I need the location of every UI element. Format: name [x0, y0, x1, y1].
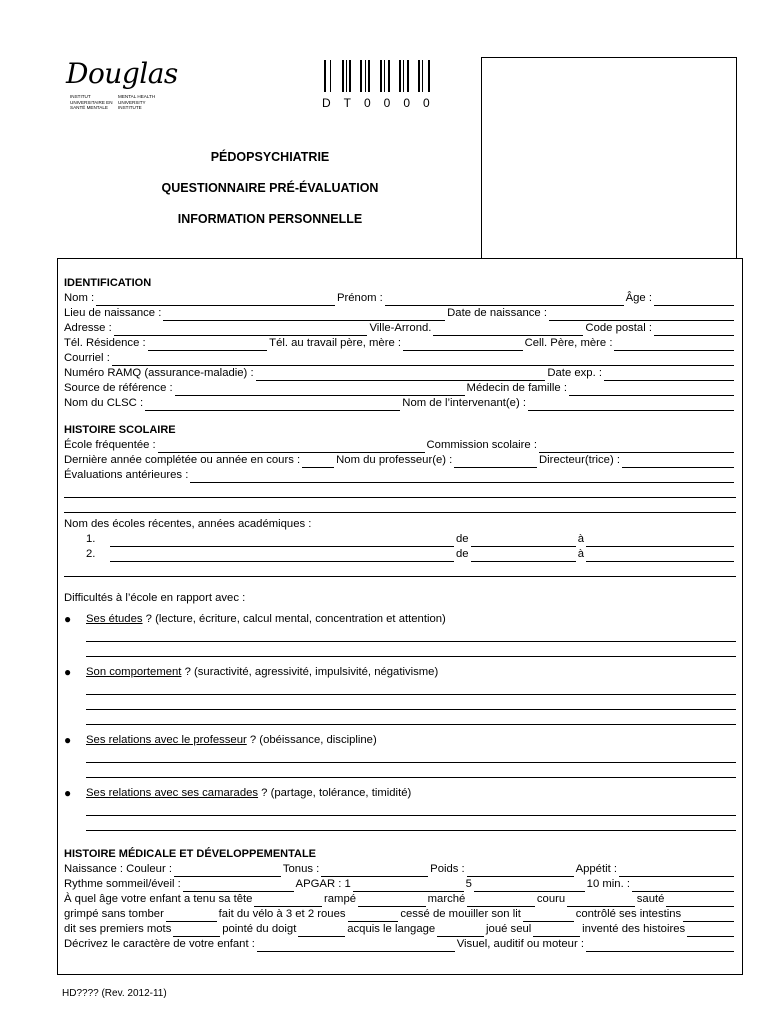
label-rampe: rampé — [324, 893, 357, 905]
field-etudes-1[interactable] — [86, 627, 736, 642]
field-age[interactable] — [654, 295, 734, 306]
field-professeur-1[interactable] — [86, 748, 736, 763]
field-apgar-1[interactable] — [353, 881, 464, 892]
bullet-professeur — [64, 733, 736, 748]
field-date-naissance[interactable] — [549, 310, 734, 321]
field-date-exp[interactable] — [604, 370, 734, 381]
logo-subtitle-en: MENTAL HEALTH UNIVERSITY INSTITUTE — [118, 94, 156, 111]
label-ramq: Numéro RAMQ (assurance-maladie) : — [64, 367, 254, 379]
label-code-postal: Code postal : — [585, 322, 652, 334]
label-langage: acquis le langage — [347, 923, 436, 935]
bullet-icon: ● — [64, 612, 72, 626]
label-pointe-doigt: pointé du doigt — [222, 923, 297, 935]
label-joue-seul: joué seul — [486, 923, 532, 935]
label-evaluations: Évaluations antérieures : — [64, 469, 189, 481]
bullet-comportement — [64, 665, 736, 680]
field-nom[interactable] — [96, 295, 335, 306]
field-tel-travail[interactable] — [403, 340, 523, 351]
field-derniere-annee[interactable] — [302, 457, 334, 468]
field-marche[interactable] — [467, 896, 535, 907]
field-comportement-2[interactable] — [86, 695, 736, 710]
field-commission[interactable] — [539, 442, 734, 453]
field-rampe[interactable] — [358, 896, 426, 907]
bullet-camarades — [64, 786, 736, 801]
footer-revision: HD???? (Rev. 2012-11) — [62, 988, 167, 999]
field-tel-residence[interactable] — [148, 340, 268, 351]
label-apgar-10: 10 min. : — [586, 878, 630, 890]
label-ville: Ville-Arrond. — [369, 322, 432, 334]
field-evaluations-line-2[interactable] — [64, 483, 736, 498]
field-camarades-1[interactable] — [86, 801, 736, 816]
field-prenom[interactable] — [385, 295, 624, 306]
label-source: Source de référence : — [64, 382, 173, 394]
label-ecoles-recentes: Nom des écoles récentes, années académiques : — [64, 518, 312, 530]
field-visuel[interactable] — [586, 941, 734, 952]
label-adresse: Adresse : — [64, 322, 112, 334]
douglas-logo — [66, 57, 178, 120]
label-commission: Commission scolaire : — [426, 439, 537, 451]
barcode-icon — [322, 60, 434, 92]
label-histoires: inventé des histoires — [582, 923, 686, 935]
field-professeur[interactable] — [454, 457, 537, 468]
label-relations-camarades-detail: ? (partage, tolérance, timidité) — [258, 787, 412, 799]
logo-subtitle-fr: INSTITUT UNIVERSITAIRE EN SANTÉ MENTALE — [70, 94, 113, 111]
title-pedopsychiatrie: PÉDOPSYCHIATRIE — [210, 150, 330, 164]
label-comportement-detail: ? (suractivité, agressivité, impulsivité, négativisme) — [181, 666, 439, 678]
label-ecole: École fréquentée : — [64, 439, 156, 451]
label-comportement: Son comportement — [86, 666, 182, 678]
field-poids[interactable] — [467, 866, 574, 877]
field-adresse[interactable] — [114, 325, 368, 336]
label-nom: Nom : — [64, 292, 95, 304]
field-evaluations[interactable] — [190, 472, 734, 483]
field-de-1[interactable] — [471, 536, 576, 547]
label-marche: marché — [427, 893, 466, 905]
label-premiers-mots: dit ses premiers mots — [64, 923, 172, 935]
field-velo[interactable] — [348, 911, 399, 922]
label-difficultes: Difficultés à l’école en rapport avec : — [64, 592, 246, 604]
label-saute: sauté — [636, 893, 665, 905]
label-a-1: à — [577, 533, 584, 545]
label-relations-professeur-detail: ? (obéissance, discipline) — [246, 734, 377, 746]
field-a-2[interactable] — [586, 551, 734, 562]
label-ecole-2: 2. — [86, 548, 96, 560]
field-intestins[interactable] — [683, 911, 734, 922]
field-ecole[interactable] — [158, 442, 425, 453]
label-derniere-annee: Dernière année complétée ou année en cours : — [64, 454, 301, 466]
label-couru: couru — [536, 893, 566, 905]
label-tel-residence: Tél. Résidence : — [64, 337, 146, 349]
field-professeur-2[interactable] — [86, 763, 736, 778]
field-de-2[interactable] — [471, 551, 576, 562]
label-directeur: Directeur(trice) : — [539, 454, 620, 466]
field-caractere[interactable] — [257, 941, 455, 952]
label-mouiller: cessé de mouiller son lit — [400, 908, 521, 920]
label-date-naissance: Date de naissance : — [447, 307, 547, 319]
field-cell[interactable] — [614, 340, 734, 351]
label-ecole-1: 1. — [86, 533, 96, 545]
field-medecin[interactable] — [569, 385, 734, 396]
field-source[interactable] — [175, 385, 465, 396]
document-code: DT0000 — [322, 96, 443, 110]
field-tete[interactable] — [254, 896, 322, 907]
label-poids: Poids : — [430, 863, 465, 875]
label-age: Âge : — [625, 292, 652, 304]
field-comportement-3[interactable] — [86, 710, 736, 725]
field-pointe-doigt[interactable] — [298, 926, 345, 937]
label-a-2: à — [577, 548, 584, 560]
field-ville[interactable] — [433, 325, 583, 336]
field-lieu[interactable] — [163, 310, 445, 321]
field-langage[interactable] — [437, 926, 484, 937]
label-relations-camarades: Ses relations avec ses camarades — [86, 787, 259, 799]
field-rythme[interactable] — [183, 881, 294, 892]
field-apgar-10[interactable] — [632, 881, 734, 892]
field-evaluations-line-3[interactable] — [64, 498, 736, 513]
field-tonus[interactable] — [321, 866, 428, 877]
title-information: INFORMATION PERSONNELLE — [177, 212, 363, 226]
label-age-tete: À quel âge votre enfant a tenu sa tête — [64, 893, 253, 905]
section-histoire-medicale: HISTOIRE MÉDICALE ET DÉVELOPPEMENTALE — [64, 848, 317, 860]
label-couleur: Naissance : Couleur : — [64, 863, 172, 875]
title-questionnaire: QUESTIONNAIRE PRÉ-ÉVALUATION — [161, 181, 379, 195]
label-prenom: Prénom : — [336, 292, 383, 304]
label-intestins: contrôlé ses intestins — [575, 908, 682, 920]
field-directeur[interactable] — [622, 457, 734, 468]
label-rythme: Rythme sommeil/éveil : — [64, 878, 181, 890]
label-intervenant: Nom de l’intervenant(e) : — [402, 397, 526, 409]
label-caractere: Décrivez le caractère de votre enfant : — [64, 938, 255, 950]
bullet-icon: ● — [64, 786, 72, 800]
field-ramq[interactable] — [256, 370, 546, 381]
field-comportement-1[interactable] — [86, 680, 736, 695]
label-visuel: Visuel, auditif ou moteur : — [456, 938, 584, 950]
field-premiers-mots[interactable] — [173, 926, 220, 937]
label-professeur: Nom du professeur(e) : — [336, 454, 453, 466]
bullet-etudes — [64, 612, 736, 627]
section-identification: IDENTIFICATION — [64, 277, 152, 289]
label-lieu: Lieu de naissance : — [64, 307, 162, 319]
field-joue-seul[interactable] — [533, 926, 580, 937]
label-apgar-5: 5 — [465, 878, 472, 890]
section-histoire-scolaire: HISTOIRE SCOLAIRE — [64, 424, 176, 436]
form-content — [64, 276, 736, 952]
field-histoires[interactable] — [687, 926, 734, 937]
field-apgar-5[interactable] — [474, 881, 585, 892]
field-ecole-2[interactable] — [110, 551, 454, 562]
label-cell: Cell. Père, mère : — [524, 337, 613, 349]
field-courriel[interactable] — [112, 355, 734, 366]
bullet-icon: ● — [64, 733, 72, 747]
field-intervenant[interactable] — [528, 400, 734, 411]
label-date-exp: Date exp. : — [547, 367, 602, 379]
label-apgar-1: APGAR : 1 — [295, 878, 351, 890]
field-etudes-2[interactable] — [86, 642, 736, 657]
label-tel-travail: Tél. au travail père, mère : — [269, 337, 402, 349]
field-ecoles-line-3[interactable] — [64, 562, 736, 577]
label-courriel: Courriel : — [64, 352, 110, 364]
label-appetit: Appétit : — [575, 863, 618, 875]
field-appetit[interactable] — [619, 866, 734, 877]
field-camarades-2[interactable] — [86, 816, 736, 831]
field-code-postal[interactable] — [654, 325, 734, 336]
label-velo: fait du vélo à 3 et 2 roues — [218, 908, 346, 920]
label-relations-professeur: Ses relations avec le professeur — [86, 734, 247, 746]
label-medecin: Médecin de famille : — [466, 382, 567, 394]
label-grimpe: grimpé sans tomber — [64, 908, 164, 920]
field-ecole-1[interactable] — [110, 536, 454, 547]
field-mouiller[interactable] — [523, 911, 574, 922]
label-etudes: Ses études — [86, 613, 143, 625]
label-etudes-detail: ? (lecture, écriture, calcul mental, concentration et attention) — [142, 613, 446, 625]
field-saute[interactable] — [666, 896, 734, 907]
field-a-1[interactable] — [586, 536, 734, 547]
label-de-2: de — [456, 548, 469, 560]
field-clsc[interactable] — [145, 400, 400, 411]
field-couru[interactable] — [567, 896, 635, 907]
logo-wordmark: Douglas — [66, 57, 178, 90]
field-couleur[interactable] — [174, 866, 281, 877]
label-clsc: Nom du CLSC : — [64, 397, 144, 409]
label-de-1: de — [456, 533, 469, 545]
label-tonus: Tonus : — [282, 863, 320, 875]
field-grimpe[interactable] — [166, 911, 217, 922]
bullet-icon: ● — [64, 665, 72, 679]
